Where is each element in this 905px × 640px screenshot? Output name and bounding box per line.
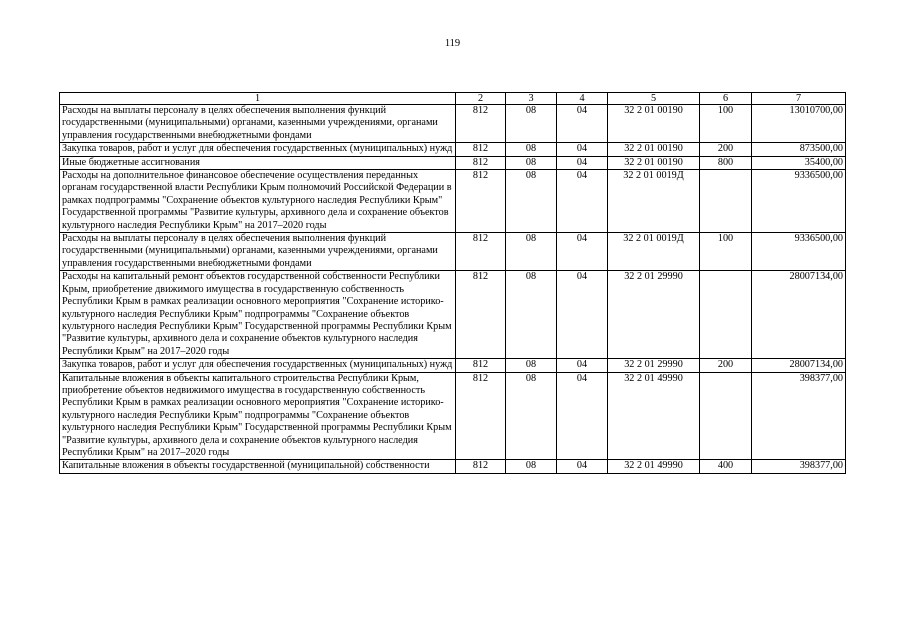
row-amount: 9336500,00 [752, 233, 846, 271]
header-cell-3: 3 [506, 93, 557, 105]
header-cell-6: 6 [700, 93, 752, 105]
row-amount: 9336500,00 [752, 170, 846, 233]
row-subsection-code: 04 [557, 372, 608, 460]
row-name: Расходы на дополнительное финансовое обеспечение осуществления переданных органам государственной власти Республики Крым полномочий Российской Федерации в рамках подпрограммы "Сохранение объектов культурного наследия Республики Крым" Государственной программы "Развитие культуры, архивного дела и сохранение объектов культурного наследия Республики Крым" на 2017–2020 годы [60, 170, 456, 233]
row-expense-type: 200 [700, 359, 752, 372]
row-expense-type: 200 [700, 143, 752, 156]
row-target-item: 32 2 01 29990 [608, 271, 700, 359]
table-row [60, 233, 846, 271]
row-name: Закупка товаров, работ и услуг для обеспечения государственных (муниципальных) нужд [60, 143, 456, 156]
row-ministry-code: 812 [456, 460, 506, 473]
row-subsection-code: 04 [557, 460, 608, 473]
row-expense-type [700, 372, 752, 460]
row-subsection-code: 04 [557, 233, 608, 271]
row-ministry-code: 812 [456, 156, 506, 169]
row-name: Капитальные вложения в объекты государственной (муниципальной) собственности [60, 460, 456, 473]
row-name: Расходы на выплаты персоналу в целях обеспечения выполнения функций государственными (муниципальными) органами, казенными учреждениями, органами управления государственными внебюджетными фондами [60, 105, 456, 143]
header-cell-5: 5 [608, 93, 700, 105]
row-name: Капитальные вложения в объекты капитального строительства Республики Крым, приобретение объектов недвижимого имущества в государственную собственность Республики Крым в рамках реализации основного мероприятия "Сохранение историко-культурного наследия Республики Крым" подпрограммы "Сохранение объектов культурного наследия Республики Крым" Государственной программы Республики Крым "Развитие культуры, архивного дела и сохранение объектов культурного наследия Республики Крым" на 2017–2020 годы [60, 372, 456, 460]
row-section-code: 08 [506, 359, 557, 372]
row-amount: 398377,00 [752, 372, 846, 460]
header-row [60, 93, 846, 105]
header-cell-7: 7 [752, 93, 846, 105]
row-target-item: 32 2 01 29990 [608, 359, 700, 372]
row-target-item: 32 2 01 0019Д [608, 233, 700, 271]
table-row [60, 105, 846, 143]
row-target-item: 32 2 01 49990 [608, 372, 700, 460]
table-row [60, 170, 846, 233]
row-name: Расходы на капитальный ремонт объектов государственной собственности Республики Крым, приобретение движимого имущества в государственную собственность Республики Крым в рамках реализации основного мероприятия "Сохранение историко-культурного наследия Республики Крым" подпрограммы "Сохранение объектов культурного наследия Республики Крым" Государственной программы Республики Крым "Развитие культуры, архивного дела и сохранение объектов культурного наследия Республики Крым" на 2017–2020 годы [60, 271, 456, 359]
row-amount: 28007134,00 [752, 359, 846, 372]
table-row [60, 460, 846, 473]
row-section-code: 08 [506, 143, 557, 156]
row-expense-type [700, 271, 752, 359]
row-ministry-code: 812 [456, 372, 506, 460]
table-row [60, 359, 846, 372]
row-target-item: 32 2 01 00190 [608, 156, 700, 169]
row-section-code: 08 [506, 271, 557, 359]
row-section-code: 08 [506, 233, 557, 271]
row-expense-type: 100 [700, 233, 752, 271]
budget-table [59, 92, 846, 474]
row-amount: 35400,00 [752, 156, 846, 169]
header-cell-1: 1 [60, 93, 456, 105]
row-amount: 13010700,00 [752, 105, 846, 143]
row-ministry-code: 812 [456, 105, 506, 143]
row-section-code: 08 [506, 170, 557, 233]
row-subsection-code: 04 [557, 271, 608, 359]
row-amount: 398377,00 [752, 460, 846, 473]
row-amount: 873500,00 [752, 143, 846, 156]
row-target-item: 32 2 01 00190 [608, 105, 700, 143]
row-subsection-code: 04 [557, 156, 608, 169]
row-name: Закупка товаров, работ и услуг для обеспечения государственных (муниципальных) нужд [60, 359, 456, 372]
table-row [60, 271, 846, 359]
row-section-code: 08 [506, 105, 557, 143]
row-ministry-code: 812 [456, 143, 506, 156]
row-expense-type: 400 [700, 460, 752, 473]
table-row [60, 372, 846, 460]
row-target-item: 32 2 01 49990 [608, 460, 700, 473]
row-expense-type: 100 [700, 105, 752, 143]
row-section-code: 08 [506, 372, 557, 460]
header-cell-2: 2 [456, 93, 506, 105]
row-subsection-code: 04 [557, 105, 608, 143]
row-expense-type: 800 [700, 156, 752, 169]
row-target-item: 32 2 01 0019Д [608, 170, 700, 233]
row-ministry-code: 812 [456, 359, 506, 372]
row-subsection-code: 04 [557, 143, 608, 156]
row-ministry-code: 812 [456, 271, 506, 359]
row-section-code: 08 [506, 460, 557, 473]
row-amount: 28007134,00 [752, 271, 846, 359]
row-subsection-code: 04 [557, 359, 608, 372]
row-section-code: 08 [506, 156, 557, 169]
table-row [60, 143, 846, 156]
row-expense-type [700, 170, 752, 233]
row-subsection-code: 04 [557, 170, 608, 233]
row-target-item: 32 2 01 00190 [608, 143, 700, 156]
row-ministry-code: 812 [456, 170, 506, 233]
page-number: 119 [444, 38, 461, 49]
row-ministry-code: 812 [456, 233, 506, 271]
table-row [60, 156, 846, 169]
header-cell-4: 4 [557, 93, 608, 105]
row-name: Расходы на выплаты персоналу в целях обеспечения выполнения функций государственными (муниципальными) органами, казенными учреждениями, органами управления государственными внебюджетными фондами [60, 233, 456, 271]
row-name: Иные бюджетные ассигнования [60, 156, 456, 169]
